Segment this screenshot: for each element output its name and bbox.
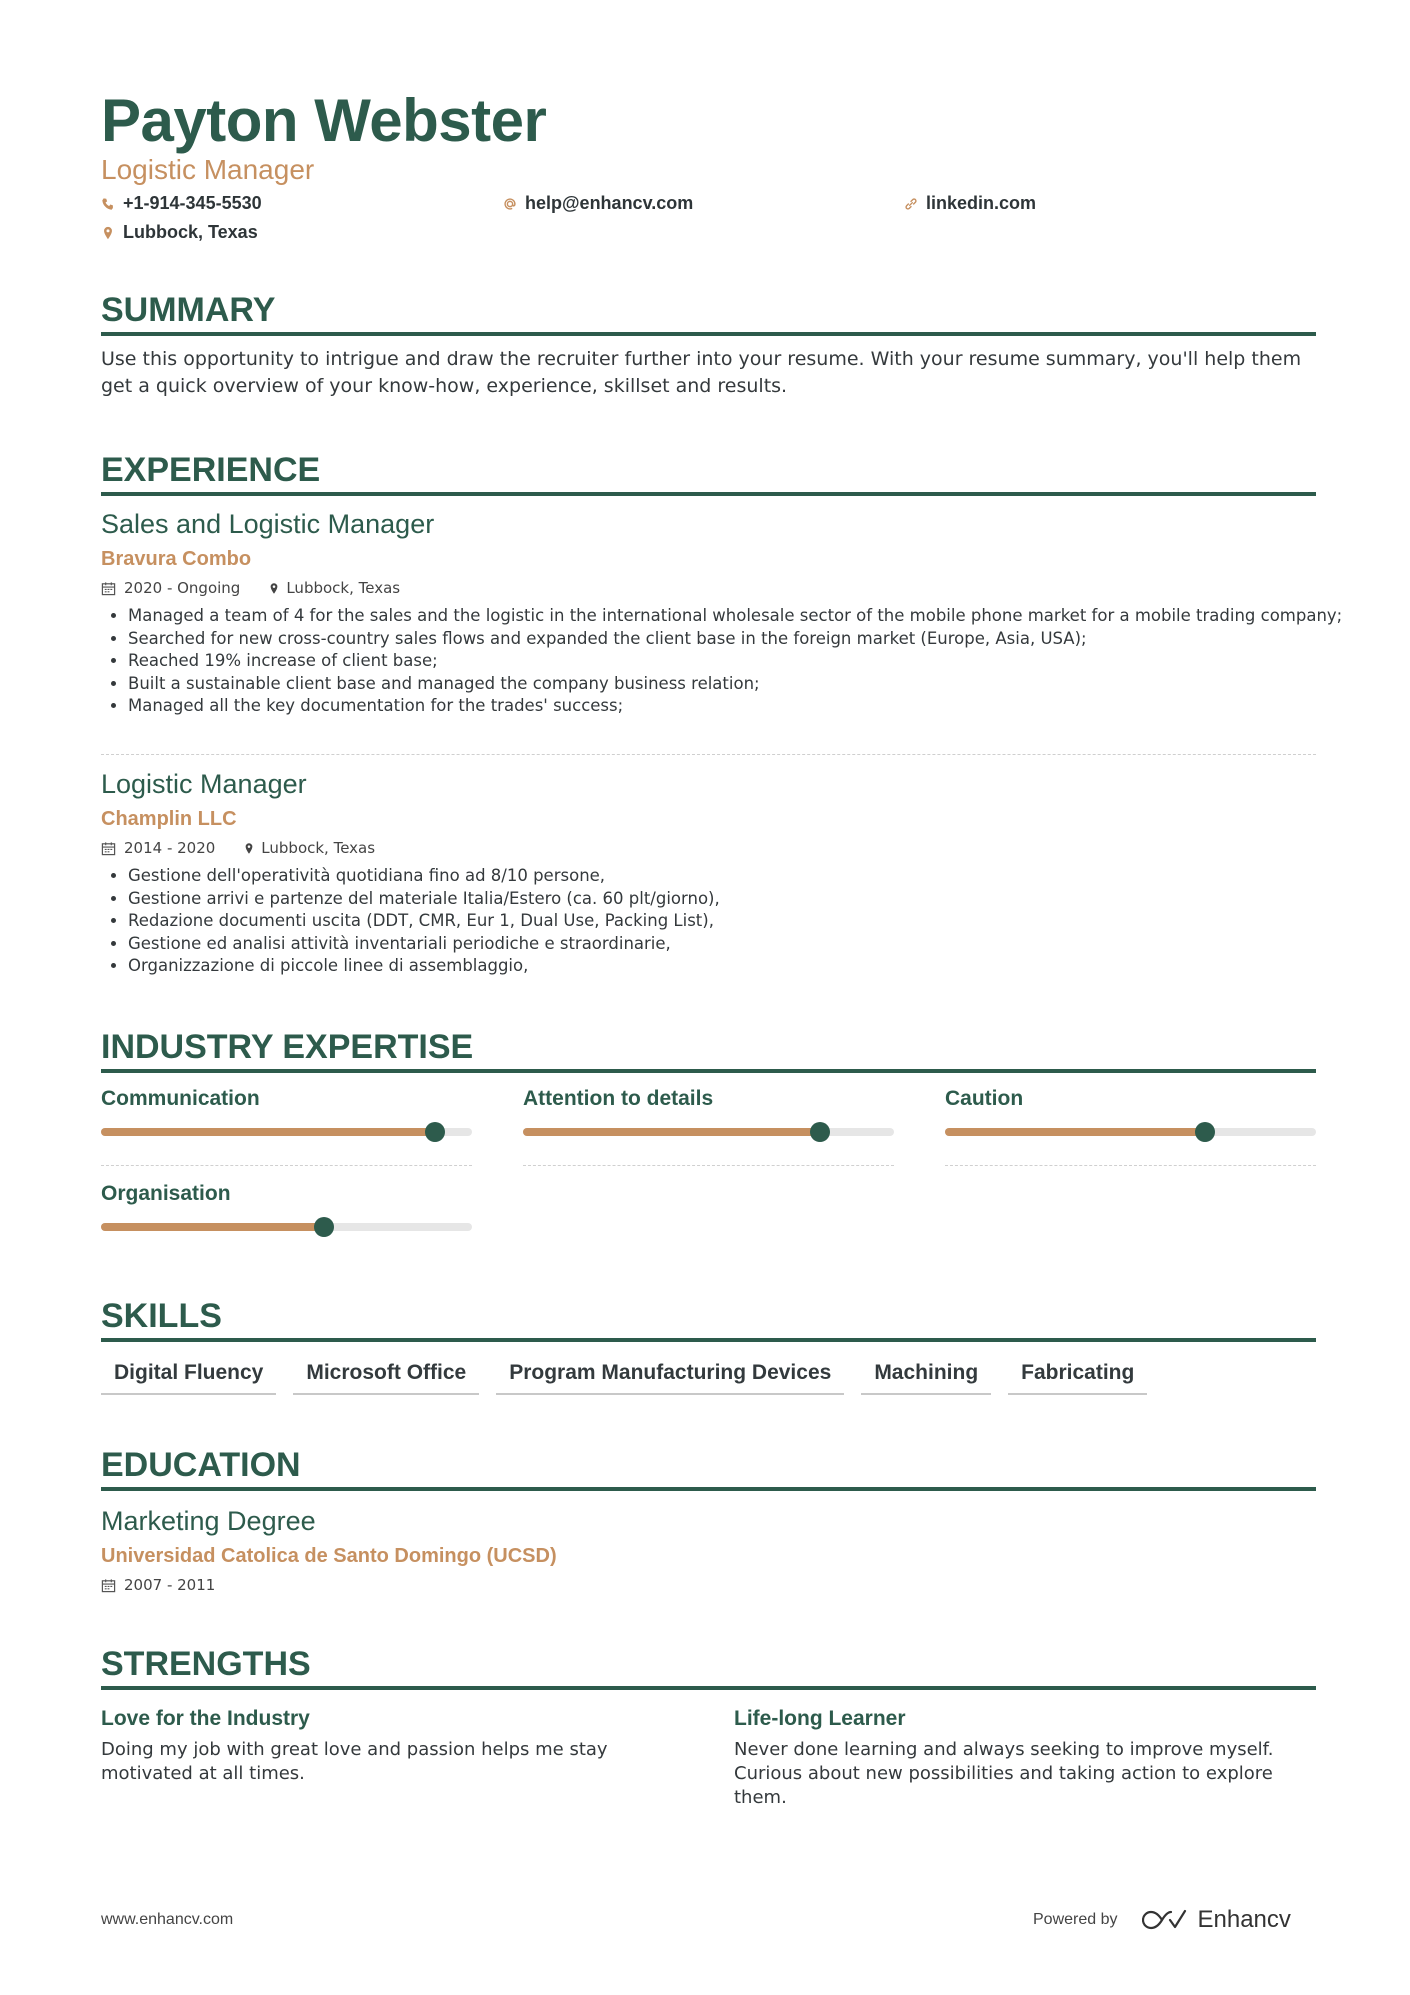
link-icon xyxy=(904,197,918,211)
list-item: • Gestione arrivi e partenze del materiale Italia/Estero (ca. 60 plt/giorno), xyxy=(128,888,1343,911)
expertise-bar xyxy=(523,1128,894,1136)
enhancv-logo-icon xyxy=(1142,1909,1188,1931)
calendar-icon xyxy=(101,581,116,596)
list-item: • Gestione ed analisi attività inventariali periodiche e straordinarie, xyxy=(128,933,1343,956)
strength-description: Never done learning and always seeking to improve myself. Curious about new possibilities and taking action to explore them. xyxy=(734,1739,1274,1808)
list-item: • Redazione documenti uscita (DDT, CMR, Eur 1, Dual Use, Packing List), xyxy=(128,910,1343,933)
brand-logo[interactable] xyxy=(1142,1906,1291,1934)
calendar-icon xyxy=(101,841,116,856)
expertise-label: Caution xyxy=(945,1087,1024,1110)
education-dates: 2007 - 2011 xyxy=(124,1576,216,1594)
job-dates: 2020 - Ongoing xyxy=(124,579,241,597)
list-item: • Managed a team of 4 for the sales and the logistic in the international wholesale sector of the mobile phone market for a mobile trading company; xyxy=(128,605,1343,628)
job-location xyxy=(243,839,375,857)
candidate-role: Logistic Manager xyxy=(101,154,315,185)
footer-branding xyxy=(1033,1906,1291,1934)
brand-name: Enhancv xyxy=(1197,1906,1291,1933)
strength-title: Life-long Learner xyxy=(734,1707,906,1730)
at-icon xyxy=(503,197,517,211)
strengths-heading: STRENGTHS xyxy=(101,1644,1316,1690)
experience-heading: EXPERIENCE xyxy=(101,450,1316,496)
expertise-bar xyxy=(945,1128,1316,1136)
contact-phone[interactable] xyxy=(101,193,262,214)
expertise-fill xyxy=(101,1128,435,1136)
expertise-divider xyxy=(101,1165,472,1166)
expertise-knob xyxy=(810,1122,830,1142)
job-meta xyxy=(101,839,375,857)
job-company: Bravura Combo xyxy=(101,548,252,570)
education-heading: EDUCATION xyxy=(101,1445,1316,1491)
expertise-bar xyxy=(101,1128,472,1136)
expertise-knob xyxy=(314,1217,334,1237)
job-dates: 2014 - 2020 xyxy=(124,839,216,857)
job-divider xyxy=(101,754,1316,755)
expertise-bar xyxy=(101,1223,472,1231)
list-item: • Organizzazione di piccole linee di assemblaggio, xyxy=(128,955,1343,978)
contact-email[interactable] xyxy=(503,193,693,214)
expertise-label: Communication xyxy=(101,1087,260,1110)
calendar-icon xyxy=(101,1578,116,1593)
list-item: • Gestione dell'operatività quotidiana fino ad 8/10 persone, xyxy=(128,865,1343,888)
phone-icon xyxy=(101,197,115,211)
email-text: help@enhancv.com xyxy=(525,193,694,213)
job-location xyxy=(268,579,400,597)
skill-tag: Program Manufacturing Devices xyxy=(496,1361,844,1395)
strength-description: Doing my job with great love and passion helps me stay motivated at all times. xyxy=(101,1739,608,1784)
link-text: linkedin.com xyxy=(926,193,1037,213)
expertise-divider xyxy=(523,1165,894,1166)
expertise-label: Attention to details xyxy=(523,1087,714,1110)
skill-tag: Fabricating xyxy=(1008,1361,1147,1395)
job-bullets xyxy=(101,605,1343,718)
skill-tag: Microsoft Office xyxy=(293,1361,479,1395)
job-bullets xyxy=(101,865,1343,978)
list-item: • Built a sustainable client base and managed the company business relation; xyxy=(128,673,1343,696)
skill-tag: Digital Fluency xyxy=(101,1361,276,1395)
phone-text: +1-914-345-5530 xyxy=(123,193,262,213)
education-meta xyxy=(101,1576,215,1594)
location-text: Lubbock, Texas xyxy=(123,222,258,242)
powered-by-label: Powered by xyxy=(1033,1911,1118,1928)
summary-text: Use this opportunity to intrigue and draw the recruiter further into your resume. With your resume summary, you'll help them get a quick overview of your know-how, experience, skillset and results. xyxy=(101,348,1302,397)
job-meta xyxy=(101,579,400,597)
summary-heading: SUMMARY xyxy=(101,290,1316,336)
strength-title: Love for the Industry xyxy=(101,1707,310,1730)
job-location-text: Lubbock, Texas xyxy=(261,839,376,857)
skills-heading: SKILLS xyxy=(101,1296,1316,1342)
list-item: • Managed all the key documentation for the trades' success; xyxy=(128,695,1343,718)
expertise-label: Organisation xyxy=(101,1182,231,1205)
skill-tag: Machining xyxy=(861,1361,991,1395)
expertise-fill xyxy=(523,1128,820,1136)
job-company: Champlin LLC xyxy=(101,808,237,830)
footer-website[interactable]: www.enhancv.com xyxy=(101,1911,234,1928)
job-title: Sales and Logistic Manager xyxy=(101,509,435,539)
job-title: Logistic Manager xyxy=(101,769,307,799)
candidate-name: Payton Webster xyxy=(101,87,547,154)
expertise-fill xyxy=(101,1223,324,1231)
degree-title: Marketing Degree xyxy=(101,1506,316,1536)
contact-link[interactable] xyxy=(904,193,1036,214)
expertise-heading: INDUSTRY EXPERTISE xyxy=(101,1027,1316,1073)
contact-location xyxy=(101,222,258,243)
expertise-knob xyxy=(1195,1122,1215,1142)
job-location-text: Lubbock, Texas xyxy=(286,579,401,597)
list-item: • Searched for new cross-country sales flows and expanded the client base in the foreign market (Europe, Asia, USA); xyxy=(128,628,1343,651)
location-pin-icon xyxy=(268,581,280,596)
school-name: Universidad Catolica de Santo Domingo (UCSD) xyxy=(101,1545,557,1567)
list-item: • Reached 19% increase of client base; xyxy=(128,650,1343,673)
expertise-knob xyxy=(425,1122,445,1142)
expertise-fill xyxy=(945,1128,1205,1136)
expertise-divider xyxy=(945,1165,1316,1166)
location-pin-icon xyxy=(101,226,115,240)
skills-list xyxy=(101,1361,1147,1395)
location-pin-icon xyxy=(243,841,255,856)
